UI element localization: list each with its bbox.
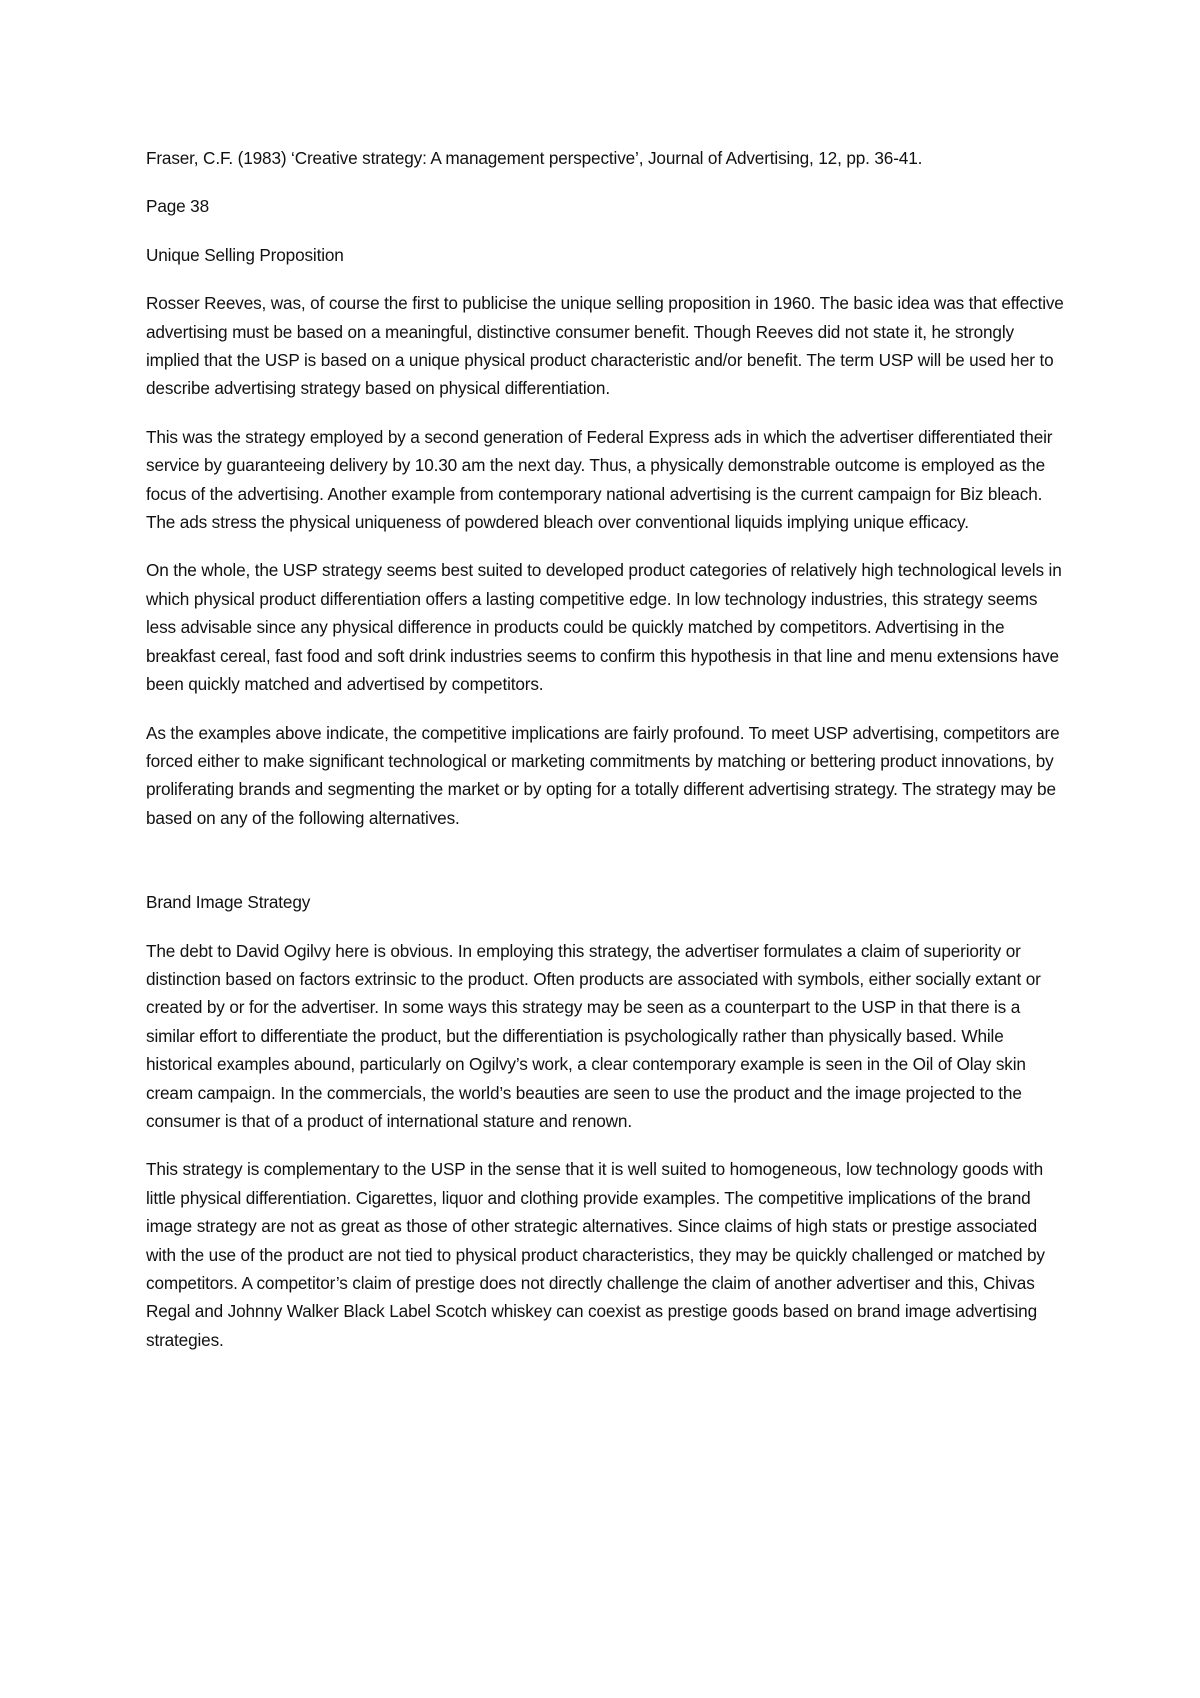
citation: Fraser, C.F. (1983) ‘Creative strategy: A management perspective’, Journal of Advertising, 12, pp. 36-41. xyxy=(146,148,923,168)
usp-paragraph-1: Rosser Reeves, was, of course the first to publicise the unique selling proposition in 1960. The basic idea was that effective advertising must be based on a meaningful, distinctive consumer benefit. Though Reeves did not state it, he strongly implied that the USP is based on a unique physical product characteristic and/or benefit. The term USP will be used her to describe advertising strategy based on physical differentiation. xyxy=(146,293,1064,399)
section-heading-usp: Unique Selling Proposition xyxy=(146,244,344,265)
brand-image-paragraph-2: This strategy is complementary to the USP in the sense that it is well suited to homogeneous, low technology goods with little physical differentiation. Cigarettes, liquor and clothing provide examples. The competitive implications of the brand image strategy are not as great as those of other strategic alternatives. Since claims of high stats or prestige associated with the use of the product are not tied to physical product characteristics, they may be quickly challenged or matched by competitors. A competitor’s claim of prestige does not directly challenge the claim of another advertiser and this, Chivas Regal and Johnny Walker Black Label Scotch whiskey can coexist as prestige goods based on brand image advertising strategies. xyxy=(146,1159,1045,1350)
page-label: Page 38 xyxy=(146,196,209,217)
document-body xyxy=(146,144,1066,1374)
usp-paragraph-4: As the examples above indicate, the competitive implications are fairly profound. To meet USP advertising, competitors are forced either to make significant technological or marketing commitments by matching or bettering product innovations, by proliferating brands and segmenting the market or by opting for a totally different advertising strategy. The strategy may be based on any of the following alternatives. xyxy=(146,722,1060,828)
section-heading-brand-image: Brand Image Strategy xyxy=(146,892,311,913)
usp-paragraph-3: On the whole, the USP strategy seems best suited to developed product categories of relatively high technological levels in which physical product differentiation offers a lasting competitive edge. In low technology industries, this strategy seems less advisable since any physical difference in products could be quickly matched by competitors. Advertising in the breakfast cereal, fast food and soft drink industries seems to confirm this hypothesis in that line and menu extensions have been quickly matched and advertised by competitors. xyxy=(146,560,1062,695)
brand-image-paragraph-1: The debt to David Ogilvy here is obvious. In employing this strategy, the advertiser formulates a claim of superiority or distinction based on factors extrinsic to the product. Often products are associated with symbols, either socially extant or created by or for the advertiser. In some ways this strategy may be seen as a counterpart to the USP in that there is a similar effort to differentiate the product, but the differentiation is psychologically rather than physically based. While historical examples abound, particularly on Ogilvy’s work, a clear contemporary example is seen in the Oil of Olay skin cream campaign. In the commercials, the world’s beauties are seen to use the product and the image projected to the consumer is that of a product of international stature and renown. xyxy=(146,940,1041,1131)
usp-paragraph-2: This was the strategy employed by a second generation of Federal Express ads in which the advertiser differentiated their service by guaranteeing delivery by 10.30 am the next day. Thus, a physically demonstrable outcome is employed as the focus of the advertising. Another example from contemporary national advertising is the current campaign for Biz bleach. The ads stress the physical uniqueness of powdered bleach over conventional liquids implying unique efficacy. xyxy=(146,426,1053,533)
